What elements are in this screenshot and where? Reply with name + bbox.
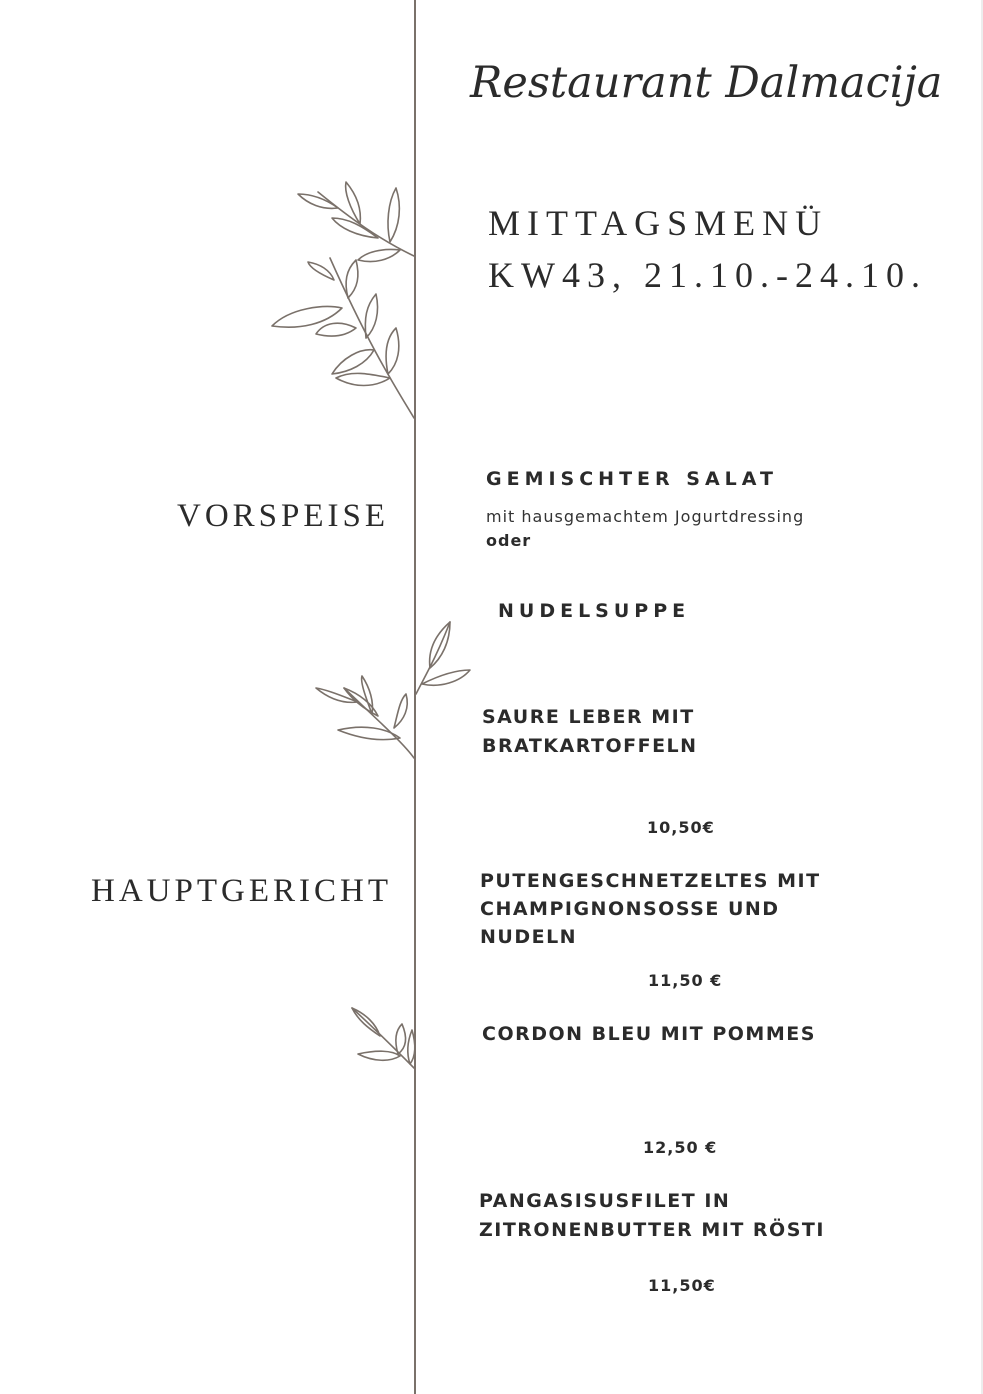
main-dish-name: PUTENGESCHNETZELTES MIT CHAMPIGNONSOSSE UND NUDELN — [480, 870, 821, 948]
leaf-sprig-icon — [350, 1006, 416, 1072]
leaf-sprig-icon — [314, 618, 474, 763]
section-label-vorspeise: VORSPEISE — [177, 498, 390, 534]
main-dish-name: CORDON BLEU MIT POMMES — [482, 1023, 816, 1045]
menu-week: KW43, 21.10.-24.10. — [488, 255, 927, 295]
main-dish-price: 11,50€ — [648, 1276, 716, 1295]
menu-title: MITTAGSMENÜ — [488, 203, 829, 243]
starter-description: mit hausgemachtem Jogurtdressing — [486, 507, 805, 526]
section-label-hauptgericht: HAUPTGERICHT — [91, 873, 392, 909]
starter-name: GEMISCHTER SALAT — [486, 468, 778, 490]
main-dish-name: SAURE LEBER MIT BRATKARTOFFELN — [482, 706, 698, 757]
starter-or: oder — [486, 531, 532, 550]
main-dish-price: 10,50€ — [647, 818, 715, 837]
restaurant-name: Restaurant Dalmacija — [470, 58, 943, 108]
main-dish-name: PANGASISUSFILET IN ZITRONENBUTTER MIT RÖSTI — [479, 1190, 825, 1241]
main-dish-price: 11,50 € — [648, 971, 723, 990]
starter-name: NUDELSUPPE — [498, 600, 691, 622]
main-dish-price: 12,50 € — [643, 1138, 718, 1157]
leaf-sprig-icon — [270, 178, 416, 423]
